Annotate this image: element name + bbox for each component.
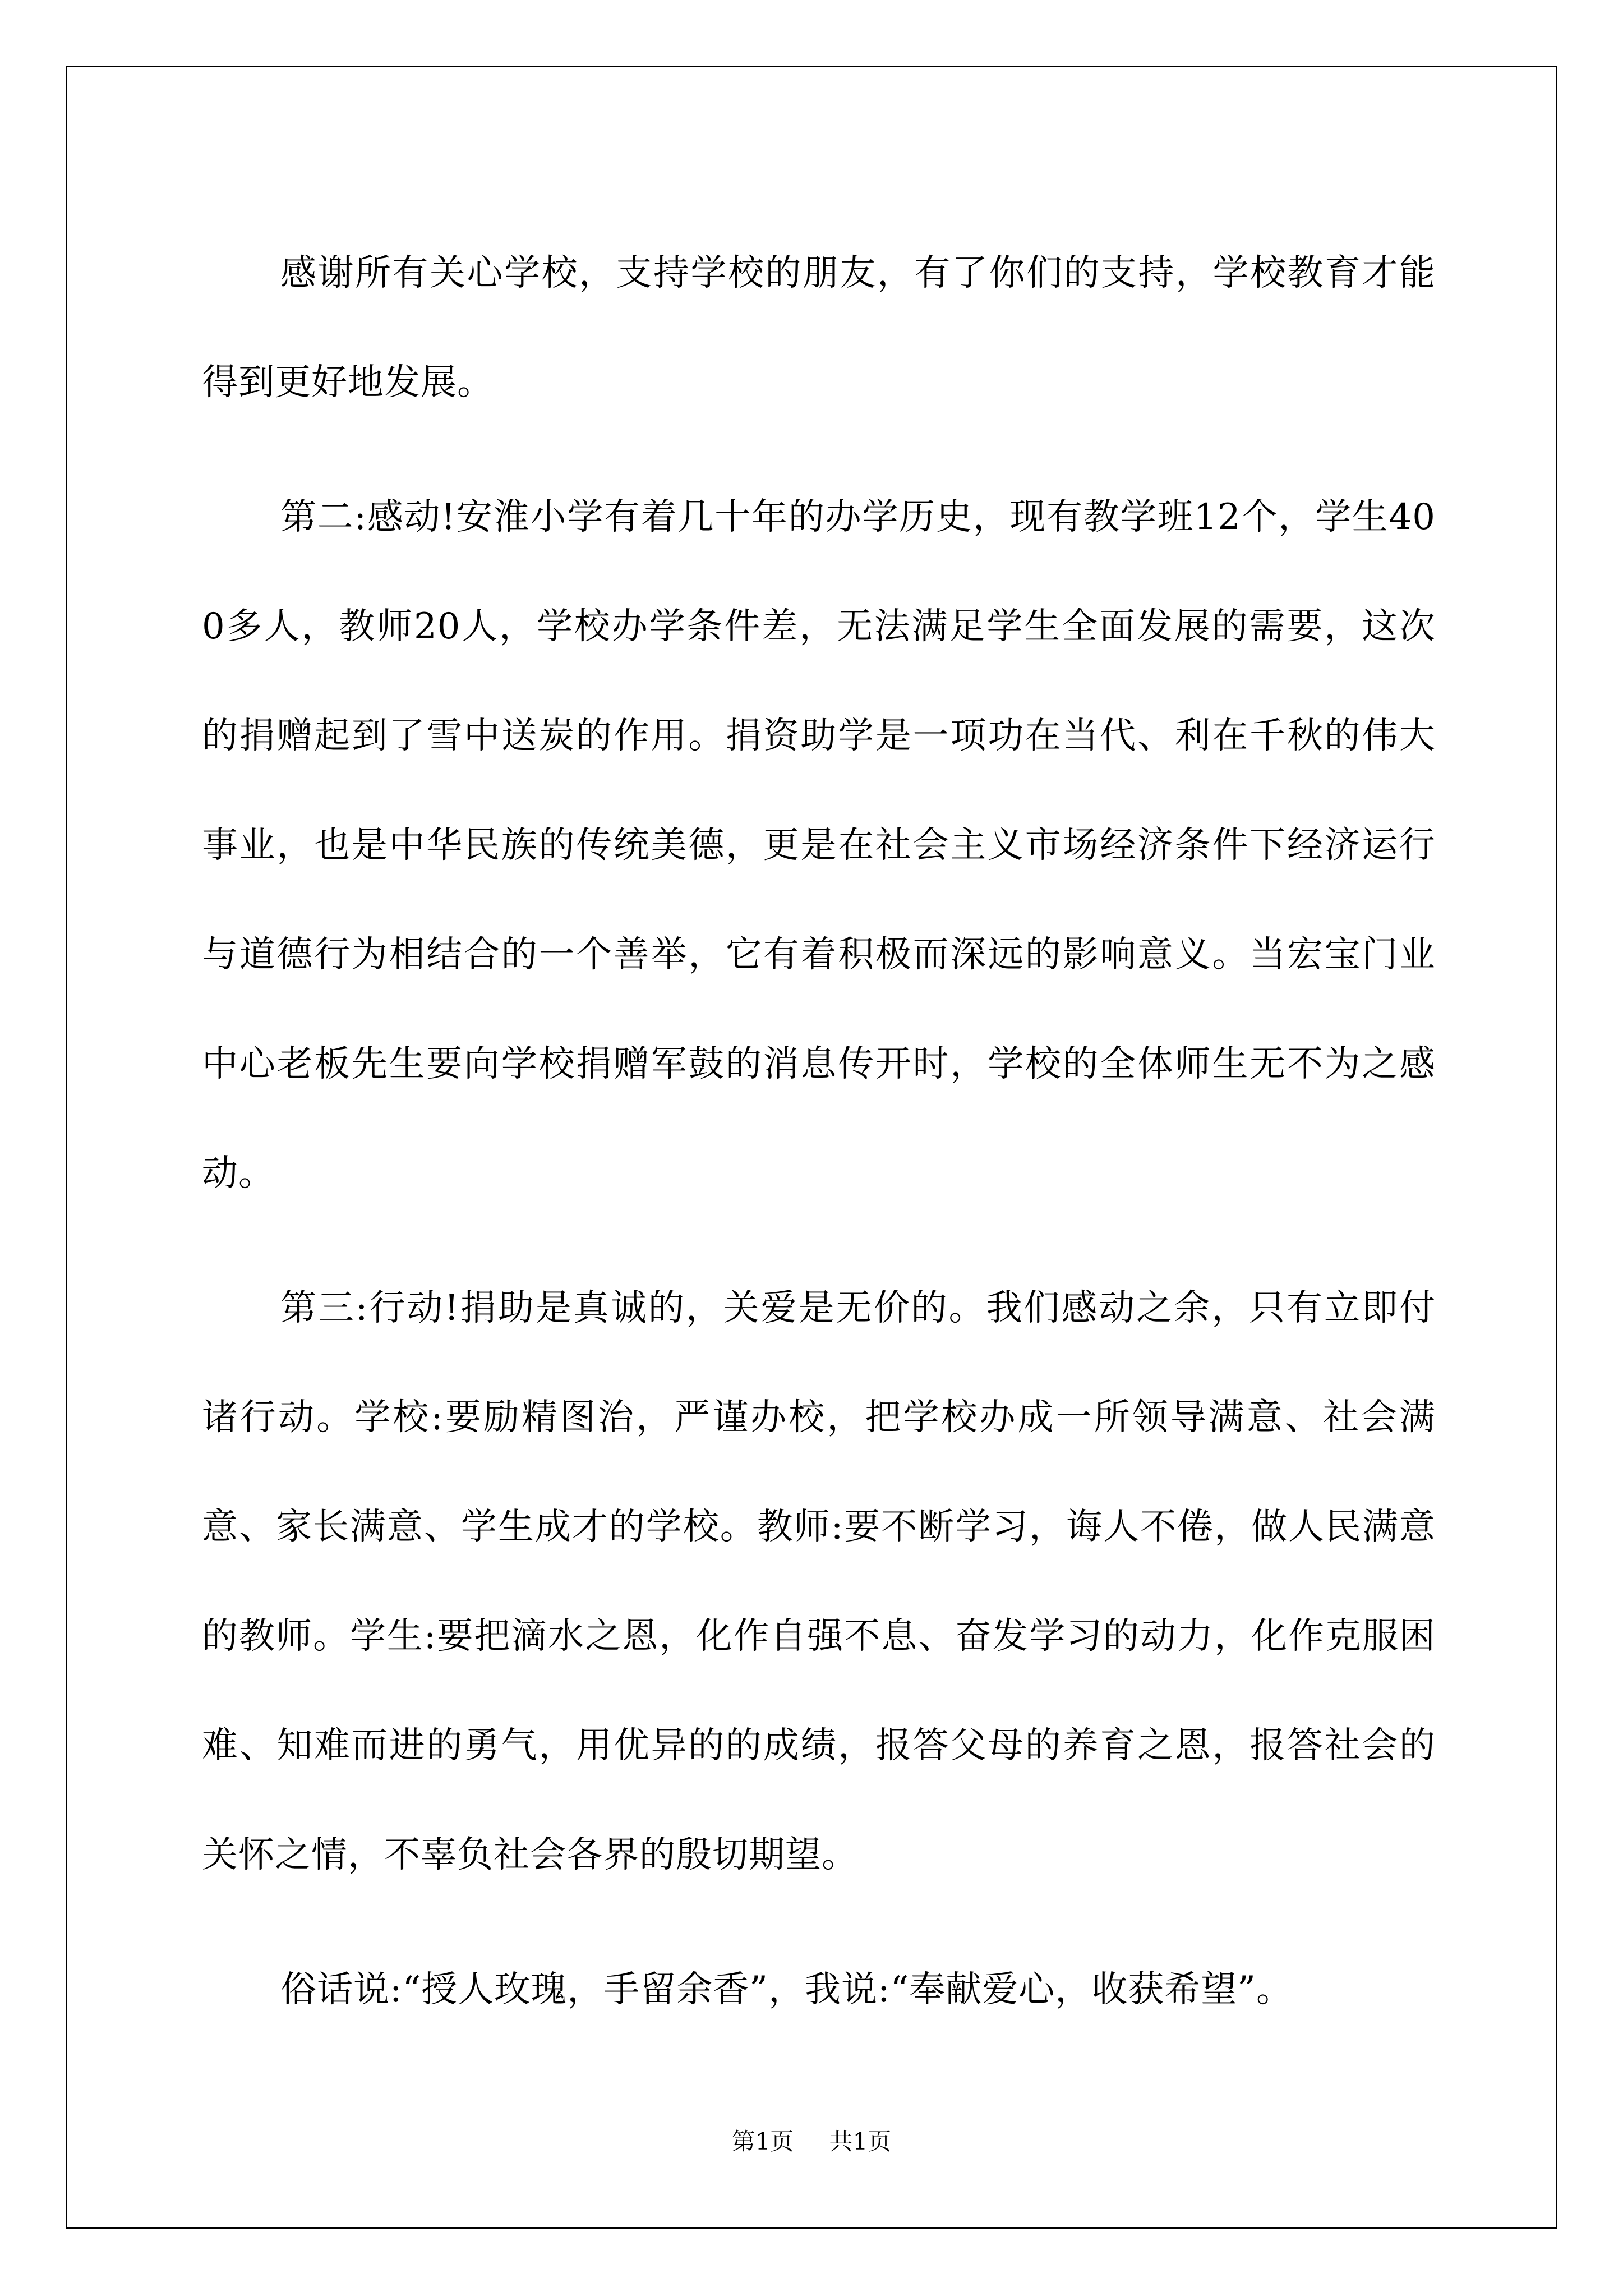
page-footer [0,2125,1623,2159]
document-body [202,219,1436,2070]
page-total: 共1页 [829,2128,892,2155]
paragraph-proverb: 俗话说:“授人玫瑰，手留余香”，我说:“奉献爱心，收获希望”。 [280,1969,1293,2010]
paragraph-moved: 第二:感动!安淮小学有着几十年的办学历史，现有教学班12个，学生400多人，教师20人，学校办学条件差，无法满足学生全面发展的需要，这次的捐赠起到了雪中送炭的作用。捐资助学是一项功在当代、利在千秋的伟大事业，也是中华民族的传统美德，更是在社会主义市场经济条件下经济运行与道德行为相结合的一个善举，它有着积极而深远的影响意义。当宏宝门业中心老板先生要向学校捐赠军鼓的消息传开时，学校的全体师生无不为之感动。 [202,496,1436,1194]
paragraph-action: 第三:行动!捐助是真诚的，关爱是无价的。我们感动之余，只有立即付诸行动。学校:要励精图治，严谨办校，把学校办成一所领导满意、社会满意、家长满意、学生成才的学校。教师:要不断学习，诲人不倦，做人民满意的教师。学生:要把滴水之恩，化作自强不息、奋发学习的动力，化作克服困难、知难而进的勇气，用优异的的成绩，报答父母的养育之恩，报答社会的关怀之情，不辜负社会各界的殷切期望。 [202,1287,1436,1876]
page-number: 第1页 [731,2128,794,2155]
paragraph-thanks: 感谢所有关心学校，支持学校的朋友，有了你们的支持，学校教育才能得到更好地发展。 [202,252,1436,403]
